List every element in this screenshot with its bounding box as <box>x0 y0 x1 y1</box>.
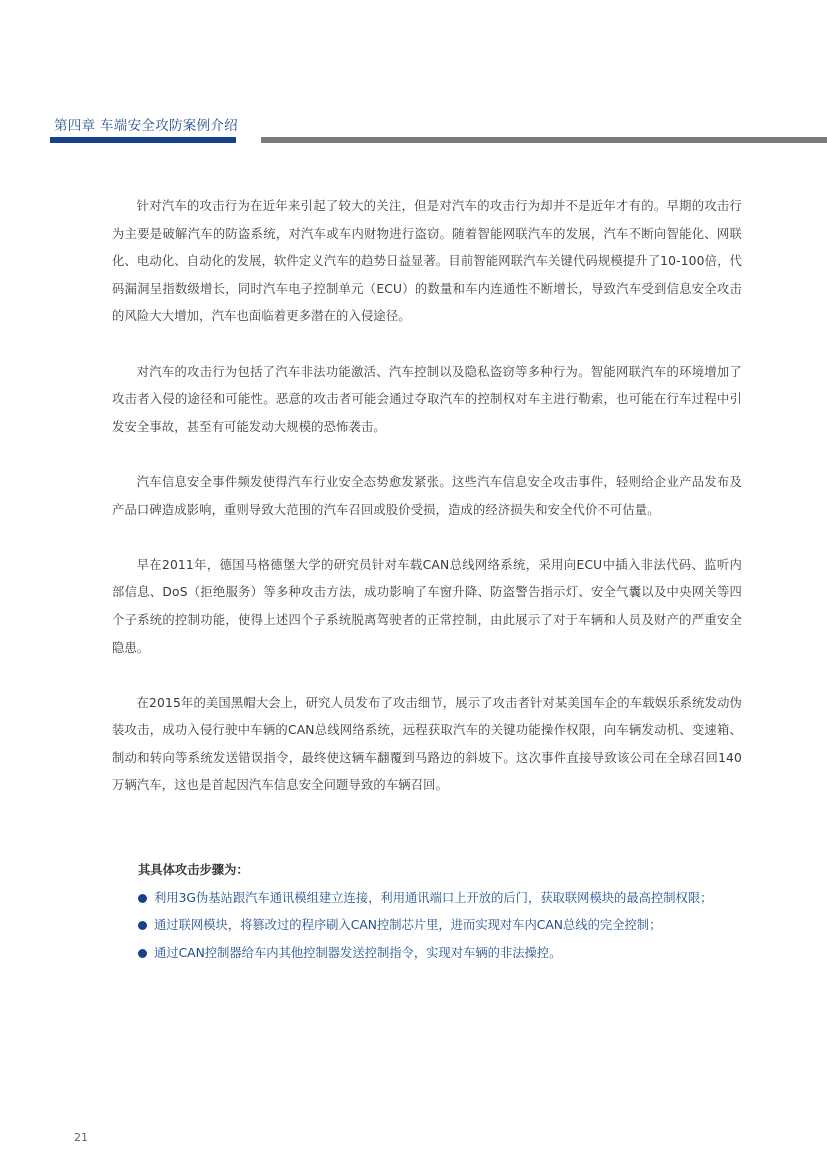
body-text <box>112 193 742 828</box>
bullet-icon <box>138 894 147 903</box>
header-divider-bar <box>261 137 827 143</box>
paragraph: 对汽车的攻击行为包括了汽车非法功能激活、汽车控制以及隐私盗窃等多种行为。智能网联汽车的环境增加了攻击者入侵的途径和可能性。恶意的攻击者可能会通过夺取汽车的控制权对车主进行勒索，也可能在行车过程中引发安全事故，甚至有可能发动大规模的恐怖袭击。 <box>112 364 742 434</box>
paragraph: 在2015年的美国黑帽大会上，研究人员发布了攻击细节，展示了攻击者针对某美国车企的车载娱乐系统发动伪装攻击，成功入侵行驶中车辆的CAN总线网络系统，远程获取汽车的关键功能操作权限，向车辆发动机、变速箱、制动和转向等系统发送错误指令，最终使这辆车翻覆到马路边的斜坡下。这次事件直接导致该公司在全球召回140万辆汽车，这也是首起因汽车信息安全问题导致的车辆召回。 <box>112 695 742 793</box>
attack-steps <box>112 857 742 967</box>
chapter-title: 第四章 车端安全攻防案例介绍 <box>54 118 238 134</box>
page-number: 21 <box>74 1131 88 1144</box>
list-item <box>112 912 742 940</box>
paragraph: 早在2011年，德国马格德堡大学的研究员针对车载CAN总线网络系统，采用向ECU中插入非法代码、监听内部信息、DoS（拒绝服务）等多种攻击方法，成功影响了车窗升降、防盗警告指示灯、安全气囊以及中央网关等四个子系统的控制功能，使得上述四个子系统脱离驾驶者的正常控制，由此展示了对于车辆和人员及财产的严重安全隐患。 <box>112 557 742 655</box>
list-item <box>112 940 742 968</box>
step-text: 通过CAN控制器给车内其他控制器发送控制指令，实现对车辆的非法操控。 <box>154 945 562 960</box>
header-accent-bar <box>50 137 236 143</box>
paragraph: 汽车信息安全事件频发使得汽车行业安全态势愈发紧张。这些汽车信息安全攻击事件，轻则给企业产品发布及产品口碑造成影响，重则导致大范围的汽车召回或股价受损，造成的经济损失和安全代价不可估量。 <box>112 474 742 517</box>
bullet-icon <box>138 921 147 930</box>
list-item <box>112 885 742 913</box>
paragraph: 针对汽车的攻击行为在近年来引起了较大的关注，但是对汽车的攻击行为却并不是近年才有的。早期的攻击行为主要是破解汽车的防盗系统，对汽车或车内财物进行盗窃。随着智能网联汽车的发展，汽车不断向智能化、网联化、电动化、自动化的发展，软件定义汽车的趋势日益显著。目前智能网联汽车关键代码规模提升了10-100倍，代码漏洞呈指数级增长，同时汽车电子控制单元（ECU）的数量和车内连通性不断增长，导致汽车受到信息安全攻击的风险大大增加，汽车也面临着更多潜在的入侵途径。 <box>112 199 742 324</box>
step-text: 通过联网模块，将篡改过的程序刷入CAN控制芯片里，进而实现对车内CAN总线的完全控制； <box>154 918 662 933</box>
steps-heading: 其具体攻击步骤为： <box>138 863 249 877</box>
bullet-icon <box>138 949 147 958</box>
step-text: 利用3G伪基站跟汽车通讯模组建立连接，利用通讯端口上开放的后门，获取联网模块的最高控制权限； <box>154 890 713 905</box>
